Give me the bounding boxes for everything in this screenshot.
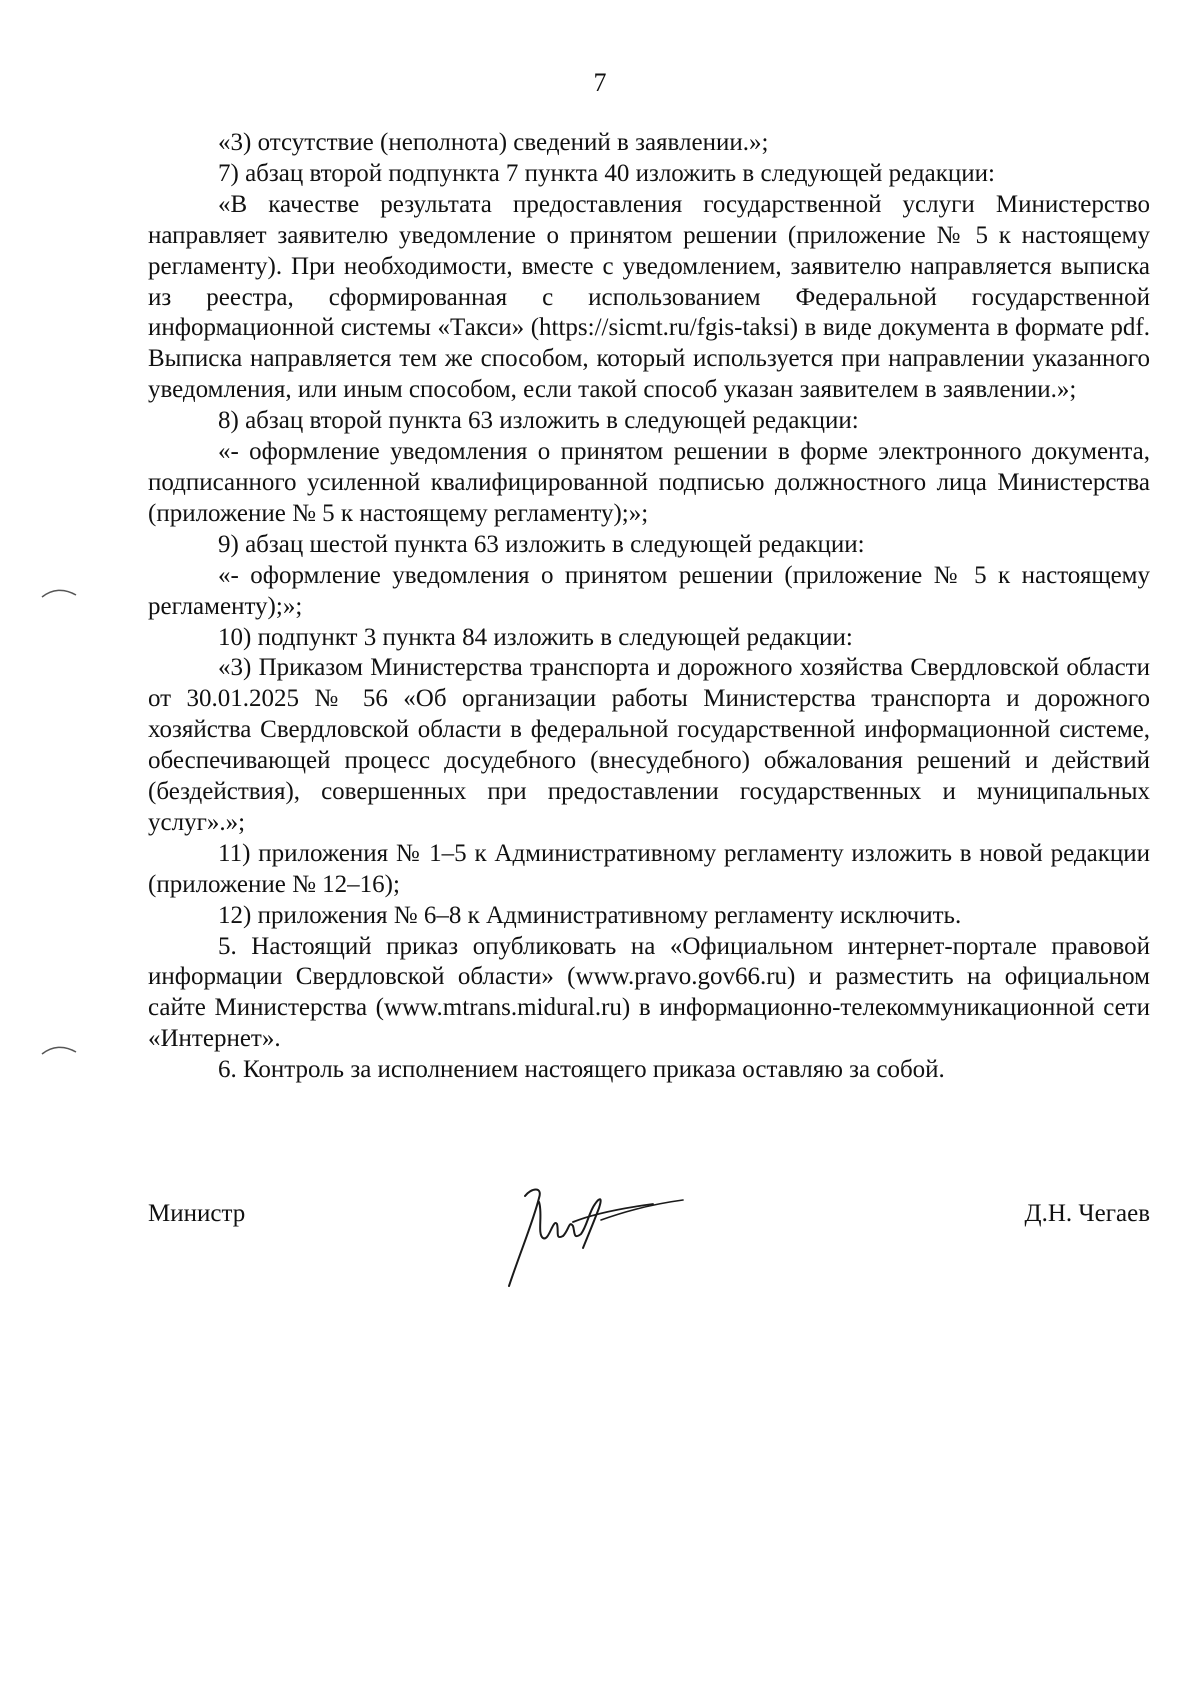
paragraph: «- оформление уведомления о принятом решении в форме электронного документа, подписанного усиленной квалифицированной подписью должностного лица Министерства (приложение № 5 к настоящему регламенту);»; (148, 438, 1150, 527)
paragraph: «В качестве результата предоставления государственной услуги Министерство направляет заявителю уведомление о принятом решении (приложение № 5 к настоящему регламенту). При необходимости, вместе с уведомлением, заявителю направляется выписка из реестра, сформированная с использованием Федеральной государственной информационной системы «Такси» (https://sicmt.ru/fgis-taksi) в виде документа в формате pdf. Выписка направляется тем же способом, который используется при направлении указанного уведомления, или иным способом, если такой способ указан заявителем в заявлении.»; (148, 190, 1150, 404)
paragraph: 12) приложения № 6–8 к Административному регламенту исключить. (218, 901, 962, 929)
paragraph: 7) абзац второй подпункта 7 пункта 40 изложить в следующей редакции: (218, 159, 995, 187)
paragraph: 11) приложения № 1–5 к Административному регламенту изложить в новой редакции (приложение № 12–16); (148, 839, 1150, 898)
signatory-name: Д.Н. Чегаев (1024, 1200, 1150, 1227)
paragraph: 5. Настоящий приказ опубликовать на «Официальном интернет-портале правовой информации Свердловской области» (www.pravo.gov66.ru) и разместить на официальном сайте Министерства (www.mtrans.midural.ru) в информационно-телекоммуникационной сети «Интернет». (148, 932, 1150, 1053)
paragraph: 9) абзац шестой пункта 63 изложить в следующей редакции: (218, 530, 865, 558)
paragraph: 6. Контроль за исполнением настоящего приказа оставляю за собой. (218, 1056, 945, 1084)
scan-mark (40, 1042, 80, 1058)
paragraph: 10) подпункт 3 пункта 84 изложить в следующей редакции: (218, 623, 853, 651)
paragraph: 8) абзац второй пункта 63 изложить в следующей редакции: (218, 407, 859, 435)
document-body (148, 128, 1150, 1086)
scan-mark (40, 585, 80, 601)
paragraph: «- оформление уведомления о принятом решении (приложение № 5 к настоящему регламенту);»; (148, 561, 1150, 620)
paragraph: «3) Приказом Министерства транспорта и дорожного хозяйства Свердловской области от 30.01.2025 № 56 «Об организации работы Министерства транспорта и дорожного хозяйства Свердловской области в федеральной государственной информационной системе, обеспечивающей процесс досудебного (внесудебного) обжалования решений и действий (бездействия), совершенных при предоставлении государственных и муниципальных услуг».»; (148, 654, 1150, 836)
signature-block (148, 1192, 1150, 1312)
paragraph: «3) отсутствие (неполнота) сведений в заявлении.»; (218, 129, 769, 156)
page-number: 7 (593, 68, 607, 97)
signatory-title: Министр (148, 1200, 246, 1227)
handwritten-signature (503, 1182, 688, 1292)
